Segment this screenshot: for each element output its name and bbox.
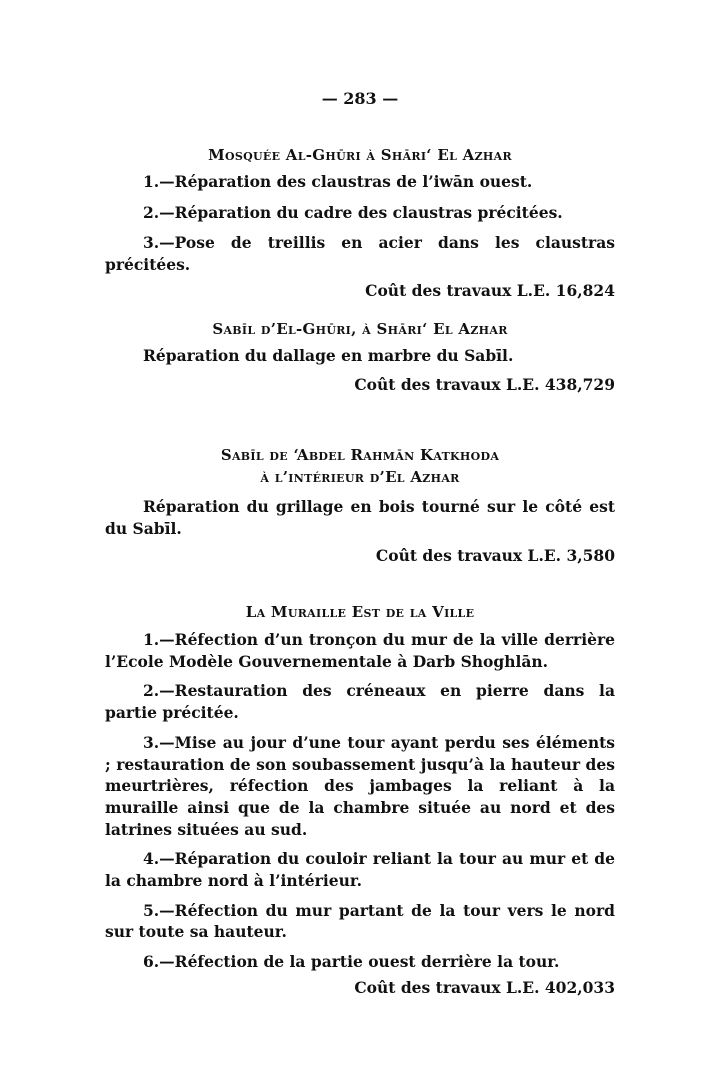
section-heading: Sabīl d’El-Ghūri, à Shāri‘ El Azhar	[212, 320, 508, 338]
section-muraille-est	[105, 601, 615, 999]
cost-line: Coût des travaux L.E. 402,033	[354, 977, 615, 997]
list-item: 2.—Réparation du cadre des claustras précitées.	[143, 202, 563, 222]
section-sabil-katkhoda	[105, 444, 615, 567]
list-item: Réparation du grillage en bois tourné sur le côté est du Sabīl.	[105, 497, 615, 538]
list-item: 4.—Réparation du couloir reliant la tour au mur et de la chambre nord à l’intérieur.	[105, 849, 615, 891]
list-item: 3.—Pose de treillis en acier dans les claustras précitées.	[105, 233, 615, 275]
list-item: Réparation du dallage en marbre du Sabīl.	[143, 346, 514, 365]
page-number: — 283 —	[321, 89, 399, 108]
cost-line: Coût des travaux L.E. 438,729	[354, 374, 615, 394]
cost-line: Coût des travaux L.E. 16,824	[365, 280, 615, 300]
section-heading-line2: à l’intérieur d’El Azhar	[260, 468, 460, 486]
section-heading: Sabīl de ‘Abdel Rahmān Katkhoda	[220, 446, 500, 464]
list-item: 6.—Réfection de la partie ouest derrière la tour.	[143, 952, 560, 972]
list-item: 3.—Mise au jour d’une tour ayant perdu ses éléments ; restauration de son soubassement jusqu’à la hauteur des meurtrières, réfection des jambages la reliant à la muraille ainsi que de la chambre située au nord et des latrines situées au sud.	[105, 732, 615, 839]
cost-line: Coût des travaux L.E. 3,580	[375, 546, 615, 566]
section-sabil-el-ghuri	[105, 318, 615, 396]
section-heading: Mosquée Al-Ghūri à Shāri‘ El Azhar	[208, 146, 512, 164]
section-mosque-al-ghuri	[105, 144, 615, 302]
section-heading: La Muraille Est de la Ville	[245, 603, 475, 621]
list-item: 1.—Réparation des claustras de l’iwān ouest.	[143, 172, 533, 191]
list-item: 1.—Réfection d’un tronçon du mur de la ville derrière l’Ecole Modèle Gouvernementale à Darb Shoghlān.	[105, 630, 615, 671]
list-item: 5.—Réfection du mur partant de la tour vers le nord sur toute sa hauteur.	[105, 900, 615, 942]
list-item: 2.—Restauration des créneaux en pierre dans la partie précitée.	[105, 681, 615, 723]
